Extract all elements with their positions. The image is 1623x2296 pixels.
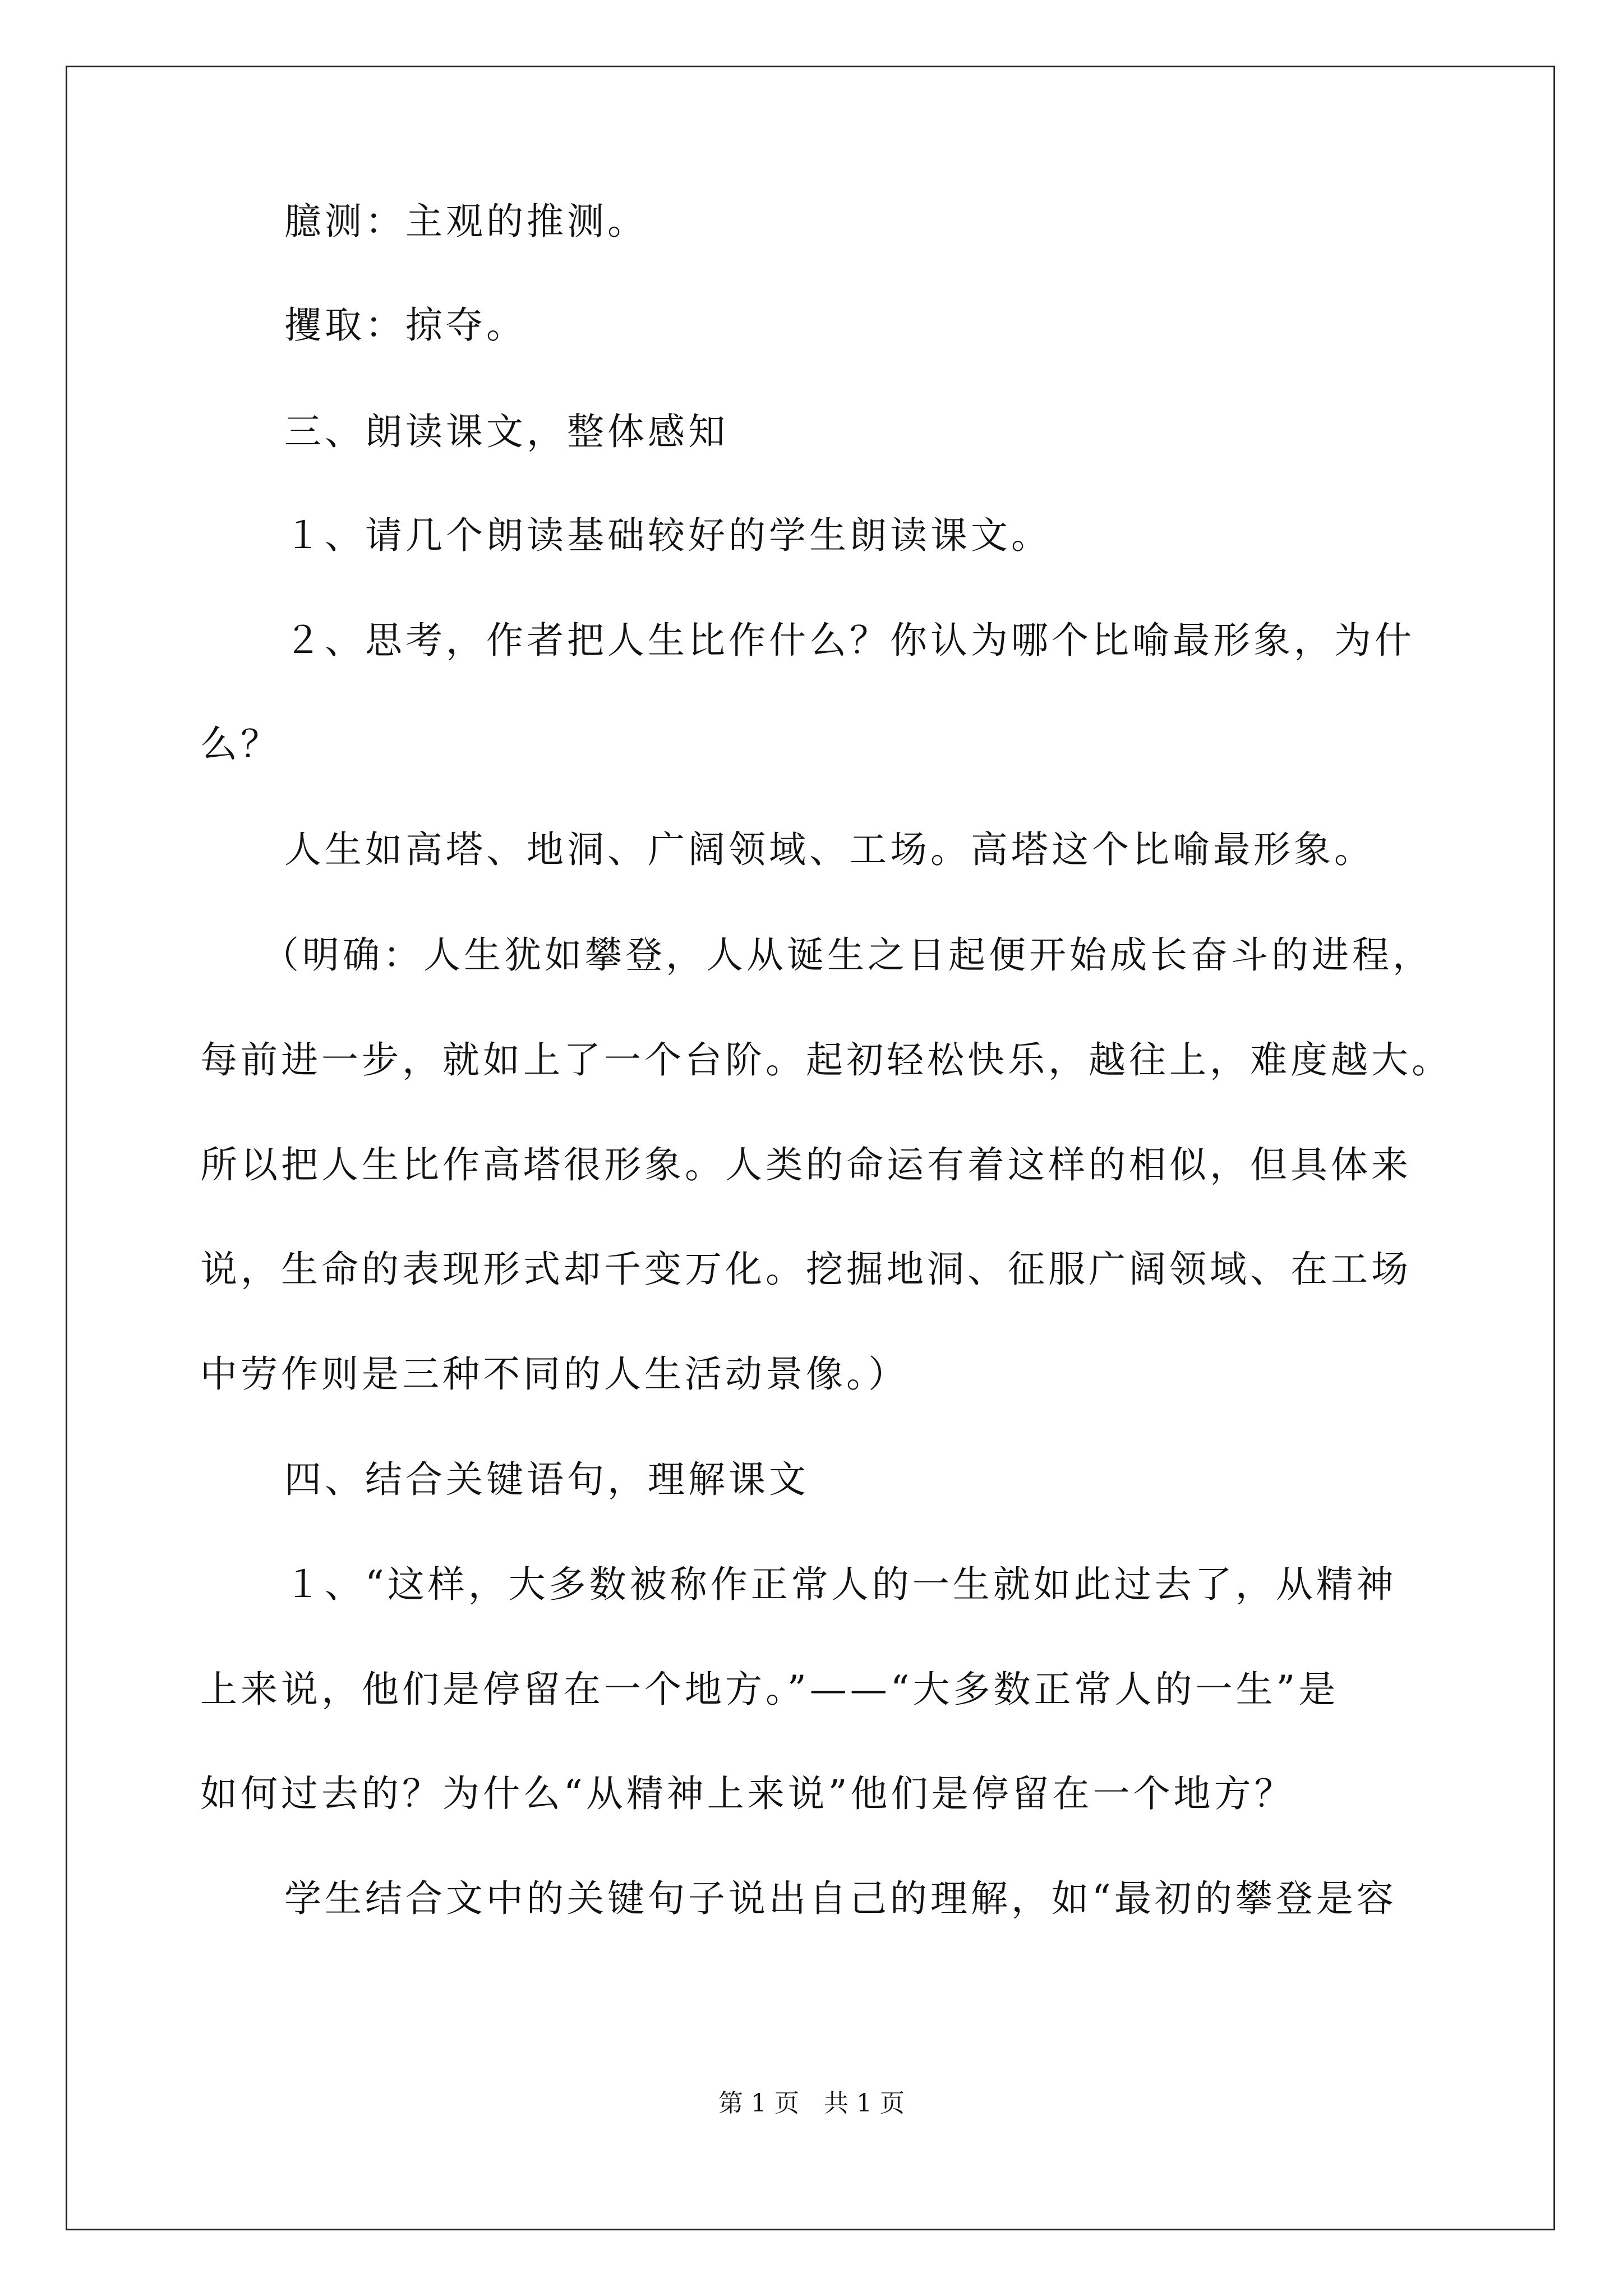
text-line: 臆测：主观的推测。 xyxy=(284,200,648,243)
text-line: 如何过去的？为什么“从精神上来说”他们是停留在一个地方？ xyxy=(200,1772,1295,1815)
text-line: 人生如高塔、地洞、广阔领域、工场。高塔这个比喻最形象。 xyxy=(284,828,1375,871)
text-line: １、请几个朗读基础较好的学生朗读课文。 xyxy=(284,514,1052,557)
text-line: 所以把人生比作高塔很形象。人类的命运有着这样的相似，但具体来 xyxy=(200,1143,1412,1186)
text-line: 每前进一步，就如上了一个台阶。起初轻松快乐，越往上，难度越大。 xyxy=(200,1038,1452,1082)
section-heading: 三、朗读课文，整体感知 xyxy=(284,410,728,453)
text-line: １、“这样，大多数被称作正常人的一生就如此过去了，从精神 xyxy=(284,1563,1397,1606)
text-line: 上来说，他们是停留在一个地方。”——“大多数正常人的一生”是 xyxy=(200,1668,1339,1711)
text-line: 中劳作则是三种不同的人生活动景像。） xyxy=(200,1352,909,1396)
text-line: 学生结合文中的关键句子说出自己的理解，如“最初的攀登是容 xyxy=(284,1877,1397,1920)
text-line: （明确：人生犹如攀登，人从诞生之日起便开始成长奋斗的进程， xyxy=(262,933,1433,977)
text-line: 说，生命的表现形式却千变万化。挖掘地洞、征服广阔领域、在工场 xyxy=(200,1248,1412,1291)
text-line: 攫取：掠夺。 xyxy=(284,303,527,347)
section-heading: 四、结合关键语句，理解课文 xyxy=(284,1458,809,1501)
page-number: 第 1 页 共 1 页 xyxy=(718,2089,905,2118)
text-line: 么？ xyxy=(200,723,281,766)
text-line: ２、思考，作者把人生比作什么？你认为哪个比喻最形象，为什 xyxy=(284,619,1415,662)
